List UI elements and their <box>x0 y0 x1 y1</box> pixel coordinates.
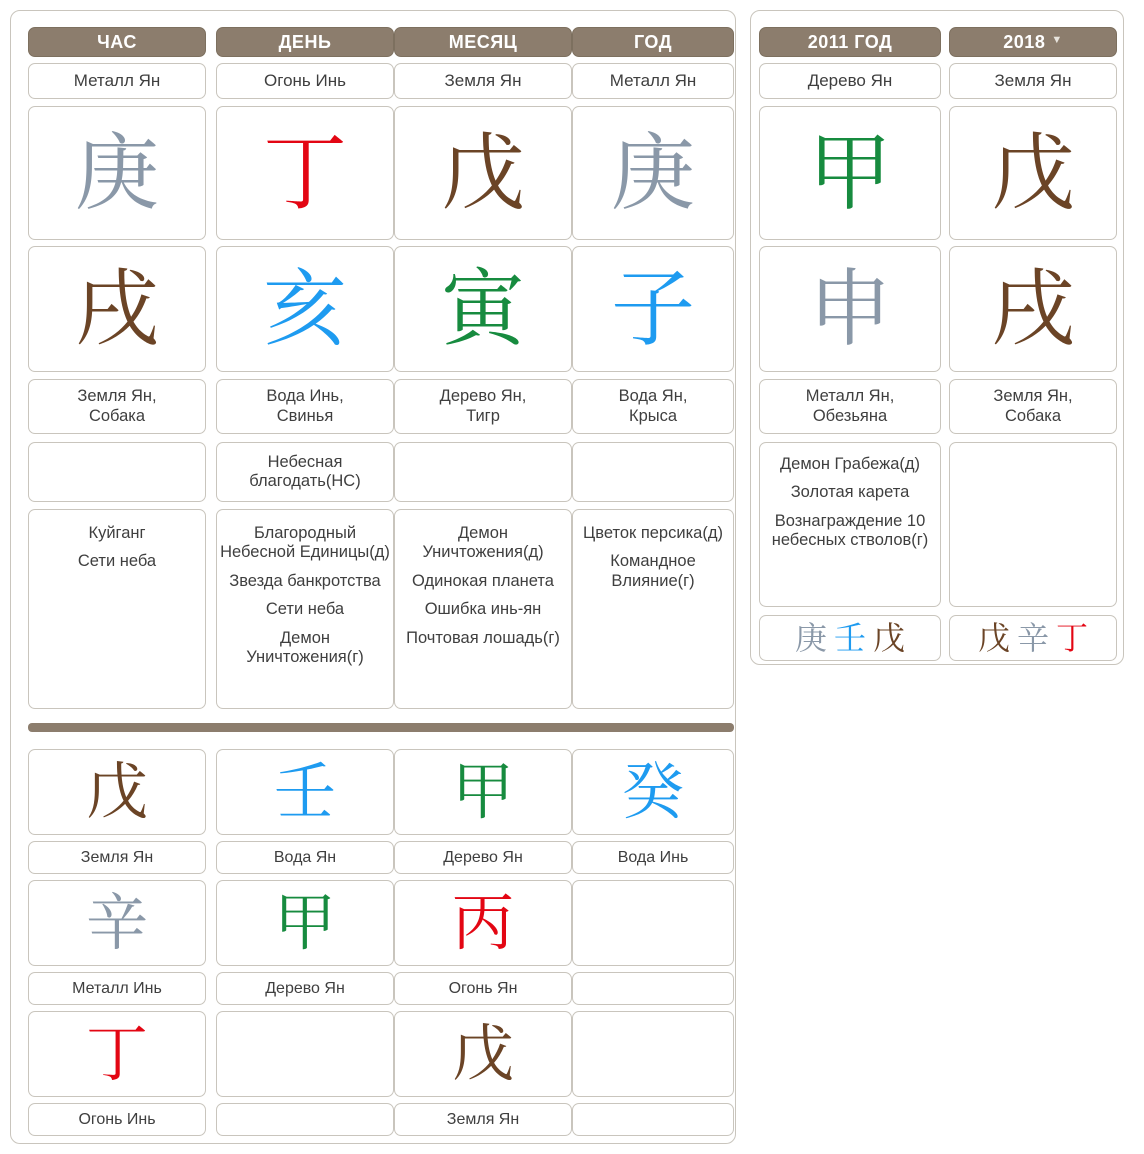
hidden-stem-glyph: 戊 <box>85 755 148 828</box>
hidden-stem-cell[interactable] <box>394 1011 572 1097</box>
luck-branch-label-2018 <box>949 379 1117 434</box>
branch-label-hour-line2: Собака <box>88 406 146 425</box>
pillar-header-hour[interactable]: ЧАС <box>28 27 206 57</box>
luck-branch-glyph-2018: 戌 <box>990 260 1075 358</box>
branch-label-day-line1: Вода Инь, <box>266 387 344 406</box>
hidden-stem-glyph: 戊 <box>873 619 906 657</box>
star-item: Сети неба <box>265 600 345 619</box>
note-day-line2: благодать(НС) <box>249 472 361 490</box>
luck-stem-glyph-2011: 甲 <box>807 124 892 222</box>
hidden-stem-cell[interactable] <box>28 749 206 835</box>
luck-stars-cell-2011 <box>759 442 941 607</box>
stem-glyph-month: 戊 <box>440 124 525 222</box>
hidden-stem-label: Огонь Ян <box>394 972 572 1005</box>
hidden-stem-glyph: 壬 <box>273 755 336 828</box>
stem-label-month: Земля Ян <box>394 63 572 99</box>
branch-cell-month[interactable] <box>394 246 572 372</box>
hidden-stem-glyph: 甲 <box>451 755 514 828</box>
pillar-header-year[interactable]: ГОД <box>572 27 734 57</box>
note-cell-month <box>394 442 572 502</box>
note-cell-hour <box>28 442 206 502</box>
star-item: Благородный Небесной Единицы(д) <box>220 524 390 562</box>
star-item: Одинокая планета <box>412 571 554 590</box>
hidden-stem-label: Металл Инь <box>28 972 206 1005</box>
stem-glyph-year: 庚 <box>610 124 695 222</box>
branch-label-month-line1: Дерево Ян, <box>439 387 527 406</box>
luck-hidden-stems-2011[interactable] <box>759 615 941 661</box>
luck-branch-label-2018-line1: Земля Ян, <box>993 387 1073 406</box>
stem-label-year: Металл Ян <box>572 63 734 99</box>
branch-label-year-line1: Вода Ян, <box>618 387 688 406</box>
stem-glyph-hour: 庚 <box>74 124 159 222</box>
luck-branch-label-2011-line2: Обезьяна <box>812 406 888 425</box>
stars-cell-day <box>216 509 394 709</box>
branch-label-hour <box>28 379 206 434</box>
hidden-stem-glyph: 辛 <box>85 886 148 959</box>
hidden-stem-glyph: 戊 <box>977 619 1010 657</box>
luck-pillars-panel <box>750 10 1124 665</box>
branch-glyph-hour: 戌 <box>74 260 159 358</box>
hidden-stem-glyph: 丙 <box>451 886 514 959</box>
pillar-header-day[interactable]: ДЕНЬ <box>216 27 394 57</box>
branch-cell-hour[interactable] <box>28 246 206 372</box>
branch-cell-year[interactable] <box>572 246 734 372</box>
luck-stem-label-2011: Дерево Ян <box>759 63 941 99</box>
luck-hidden-stems-2018[interactable] <box>949 615 1117 661</box>
hidden-stem-cell[interactable] <box>572 749 734 835</box>
hidden-stem-label-empty <box>572 1103 734 1136</box>
luck-header-2011[interactable] <box>759 27 941 57</box>
luck-stem-cell-2018[interactable] <box>949 106 1117 240</box>
star-item: Звезда банкротства <box>229 571 381 590</box>
star-item: Сети неба <box>77 552 157 571</box>
section-divider <box>28 723 734 732</box>
hidden-stem-cell[interactable] <box>394 880 572 966</box>
hidden-stem-cell[interactable] <box>28 880 206 966</box>
hidden-stem-label: Дерево Ян <box>394 841 572 874</box>
hidden-stem-glyph: 戊 <box>451 1017 514 1090</box>
hidden-stem-label: Огонь Инь <box>28 1103 206 1136</box>
branch-cell-day[interactable] <box>216 246 394 372</box>
luck-stem-cell-2011[interactable] <box>759 106 941 240</box>
hidden-stem-cell-empty <box>572 1011 734 1097</box>
hidden-stem-label: Вода Инь <box>572 841 734 874</box>
luck-branch-label-2011 <box>759 379 941 434</box>
hidden-stem-glyph: 丁 <box>1056 619 1089 657</box>
branch-label-month-line2: Тигр <box>466 406 500 425</box>
stem-label-hour: Металл Ян <box>28 63 206 99</box>
luck-branch-label-2011-line1: Металл Ян, <box>805 387 895 406</box>
hidden-stem-glyph: 辛 <box>1016 619 1049 657</box>
hidden-stem-glyph: 壬 <box>833 619 866 657</box>
branch-label-day-line2: Свинья <box>276 406 334 425</box>
branch-label-year-line2: Крыса <box>628 406 678 425</box>
stem-cell-year[interactable] <box>572 106 734 240</box>
hidden-stem-label-empty <box>216 1103 394 1136</box>
hidden-stem-cell-empty <box>216 1011 394 1097</box>
note-cell-day <box>216 442 394 502</box>
star-item: Куйганг <box>88 524 146 542</box>
stem-cell-day[interactable] <box>216 106 394 240</box>
branch-glyph-month: 寅 <box>440 260 525 358</box>
hidden-stem-label: Вода Ян <box>216 841 394 874</box>
luck-stem-glyph-2018: 戊 <box>990 124 1075 222</box>
star-item: Золотая карета <box>790 483 910 502</box>
hidden-stem-cell[interactable] <box>394 749 572 835</box>
stars-cell-hour <box>28 509 206 709</box>
branch-label-hour-line1: Земля Ян, <box>77 387 157 406</box>
hidden-stem-glyph: 甲 <box>273 886 336 959</box>
branch-label-day <box>216 379 394 434</box>
branch-label-month <box>394 379 572 434</box>
luck-header-2018-label: 2018 <box>1003 31 1046 52</box>
stem-label-day: Огонь Инь <box>216 63 394 99</box>
branch-label-year <box>572 379 734 434</box>
stem-cell-month[interactable] <box>394 106 572 240</box>
stars-cell-month <box>394 509 572 709</box>
star-item: Ошибка инь-ян <box>424 600 542 619</box>
hidden-stem-label-empty <box>572 972 734 1005</box>
note-day-line1: Небесная <box>267 452 343 471</box>
hidden-stem-cell[interactable] <box>216 749 394 835</box>
star-item: Командное Влияние(г) <box>610 552 696 590</box>
stars-cell-year <box>572 509 734 709</box>
hidden-stem-glyph: 丁 <box>85 1017 148 1090</box>
star-item: Демон Уничтожения(г) <box>246 628 364 667</box>
luck-stem-label-2018: Земля Ян <box>949 63 1117 99</box>
hidden-stem-label: Земля Ян <box>394 1103 572 1136</box>
hidden-stem-label: Земля Ян <box>28 841 206 874</box>
luck-branch-cell-2011[interactable] <box>759 246 941 372</box>
pillar-header-month[interactable]: МЕСЯЦ <box>394 27 572 57</box>
star-item: Цветок персика(д) <box>583 524 723 542</box>
star-item: Демон Уничтожения(д) <box>422 524 544 562</box>
branch-glyph-year: 子 <box>610 260 695 358</box>
natal-chart-panel <box>10 10 736 1144</box>
luck-stars-cell-2018 <box>949 442 1117 607</box>
hidden-stem-cell[interactable] <box>28 1011 206 1097</box>
hidden-stem-glyph: 癸 <box>621 755 684 828</box>
luck-branch-glyph-2011: 申 <box>807 260 892 358</box>
chevron-down-icon[interactable]: ▼ <box>1051 34 1063 46</box>
note-cell-year <box>572 442 734 502</box>
branch-glyph-day: 亥 <box>262 260 347 358</box>
hidden-stem-label: Дерево Ян <box>216 972 394 1005</box>
hidden-stem-cell-empty <box>572 880 734 966</box>
star-item: Вознаграждение 10 небесных стволов(г) <box>771 511 929 550</box>
luck-header-2018[interactable] <box>949 27 1117 57</box>
hidden-stem-glyph: 庚 <box>794 619 827 657</box>
hidden-stem-cell[interactable] <box>216 880 394 966</box>
stem-cell-hour[interactable] <box>28 106 206 240</box>
star-item: Демон Грабежа(д) <box>779 455 921 473</box>
luck-header-2011-label: 2011 ГОД <box>807 31 893 52</box>
star-item: Почтовая лошадь(г) <box>406 628 560 647</box>
luck-branch-cell-2018[interactable] <box>949 246 1117 372</box>
stem-glyph-day: 丁 <box>262 124 347 222</box>
luck-branch-label-2018-line2: Собака <box>1004 406 1062 425</box>
